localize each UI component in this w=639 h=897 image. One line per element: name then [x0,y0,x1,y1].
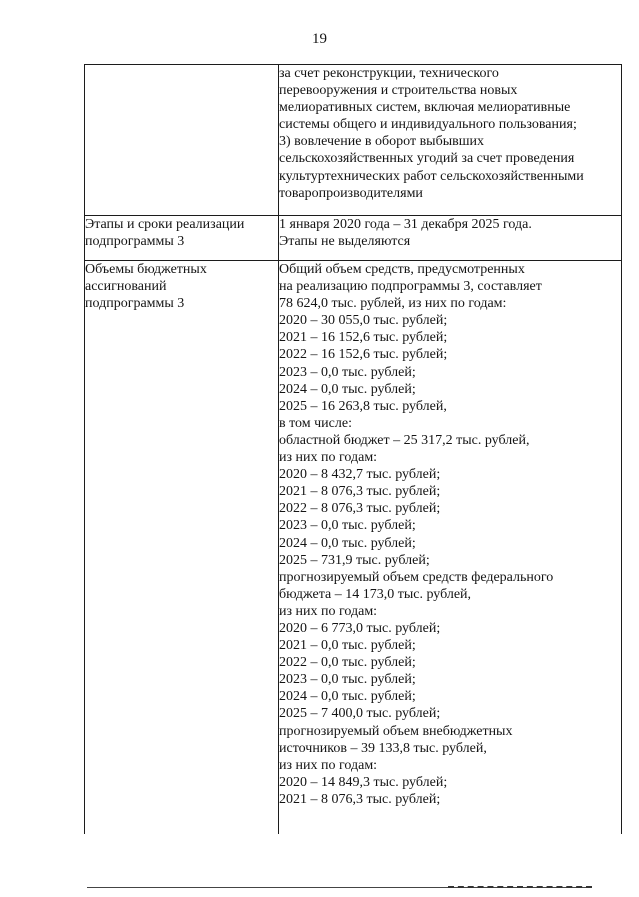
row-3-value-line: 2021 – 8 076,3 тыс. рублей; [279,791,441,807]
row-3-value-line: из них по годам: [279,603,378,619]
row-1-value-line: перевооружения и строительства новых [279,83,518,99]
row-1-value-line: мелиоративных систем, включая мелиоративные [279,100,571,116]
row-3-value-line: 2024 – 0,0 тыс. рублей; [279,689,416,705]
row-3-value-line: из них по годам: [279,450,378,466]
row-3-value-line: на реализацию подпрограммы 3, составляет [279,279,542,295]
row-1-value-line: сельскохозяйственных угодий за счет проведения [279,151,575,167]
row-3-value-line: 2021 – 0,0 тыс. рублей; [279,638,416,654]
row-3-value-line: 78 624,0 тыс. рублей, из них по годам: [279,296,507,312]
row-3-label-line: Объемы бюджетных [85,262,207,277]
row-3-value-cell [279,261,622,835]
row-3-value-line: 2022 – 8 076,3 тыс. рублей; [279,501,441,517]
row-1-value-cell [279,65,622,216]
page-number: 19 [312,31,327,47]
row-3-value-line: 2025 – 16 263,8 тыс. рублей, [279,398,447,414]
row-3-value-line: Общий объем средств, предусмотренных [279,262,525,277]
scan-bottom-rule-dashed [448,886,592,888]
subprogram-passport-table [84,64,622,834]
row-2-value-cell [279,216,622,261]
row-2-label-line: подпрограммы 3 [85,234,185,250]
row-1-label-cell [85,65,279,216]
row-1-value-line: системы общего и индивидуального пользования; [279,117,577,133]
row-3-value-line: из них по годам: [279,757,378,773]
row-3-value-line: 2025 – 7 400,0 тыс. рублей; [279,706,441,722]
row-1-value-line: культуртехнических работ сельскохозяйственными [279,168,584,184]
row-3-value-line: 2025 – 731,9 тыс. рублей; [279,552,430,568]
row-1-value-line: за счет реконструкции, технического [279,66,499,81]
row-3-value-line: 2023 – 0,0 тыс. рублей; [279,518,416,534]
row-1-value-line: товаропроизводителями [279,185,423,201]
table-row-goals-continuation [85,65,622,216]
row-3-label-line: ассигнований [85,279,167,295]
row-3-value-line: прогнозируемый объем средств федерального [279,569,554,585]
row-2-label-line: Этапы и сроки реализации [85,217,245,232]
table-row-budget-allocations [85,261,622,835]
row-3-value-line: в том числе: [279,415,352,431]
row-3-value-line: 2020 – 14 849,3 тыс. рублей; [279,774,448,790]
row-3-value-line: 2021 – 8 076,3 тыс. рублей; [279,484,441,500]
row-3-label-cell [85,261,279,835]
row-2-value-line: Этапы не выделяются [279,234,411,250]
row-3-value-line: 2024 – 0,0 тыс. рублей; [279,381,416,397]
row-1-value-line: 3) вовлечение в оборот выбывших [279,134,485,150]
row-3-value-line: источников – 39 133,8 тыс. рублей, [279,740,487,756]
row-3-value-line: 2020 – 6 773,0 тыс. рублей; [279,620,441,636]
row-3-value-line: 2022 – 16 152,6 тыс. рублей; [279,347,448,363]
row-3-label-line: подпрограммы 3 [85,296,185,312]
row-3-value-line: 2020 – 8 432,7 тыс. рублей; [279,467,441,483]
row-3-value-line: прогнозируемый объем внебюджетных [279,723,513,739]
row-3-value-line: 2021 – 16 152,6 тыс. рублей; [279,330,448,346]
row-3-value-line: 2024 – 0,0 тыс. рублей; [279,535,416,551]
row-3-value-line: 2022 – 0,0 тыс. рублей; [279,655,416,671]
row-3-value-line: 2023 – 0,0 тыс. рублей; [279,364,416,380]
row-3-value-line: 2020 – 30 055,0 тыс. рублей; [279,313,448,329]
row-2-value-line: 1 января 2020 года – 31 декабря 2025 года. [279,217,532,232]
row-3-value-line: областной бюджет – 25 317,2 тыс. рублей, [279,432,530,448]
table-row-stages-and-terms [85,216,622,261]
row-3-value-line: 2023 – 0,0 тыс. рублей; [279,672,416,688]
row-3-value-line: бюджета – 14 173,0 тыс. рублей, [279,586,472,602]
row-2-label-cell [85,216,279,261]
